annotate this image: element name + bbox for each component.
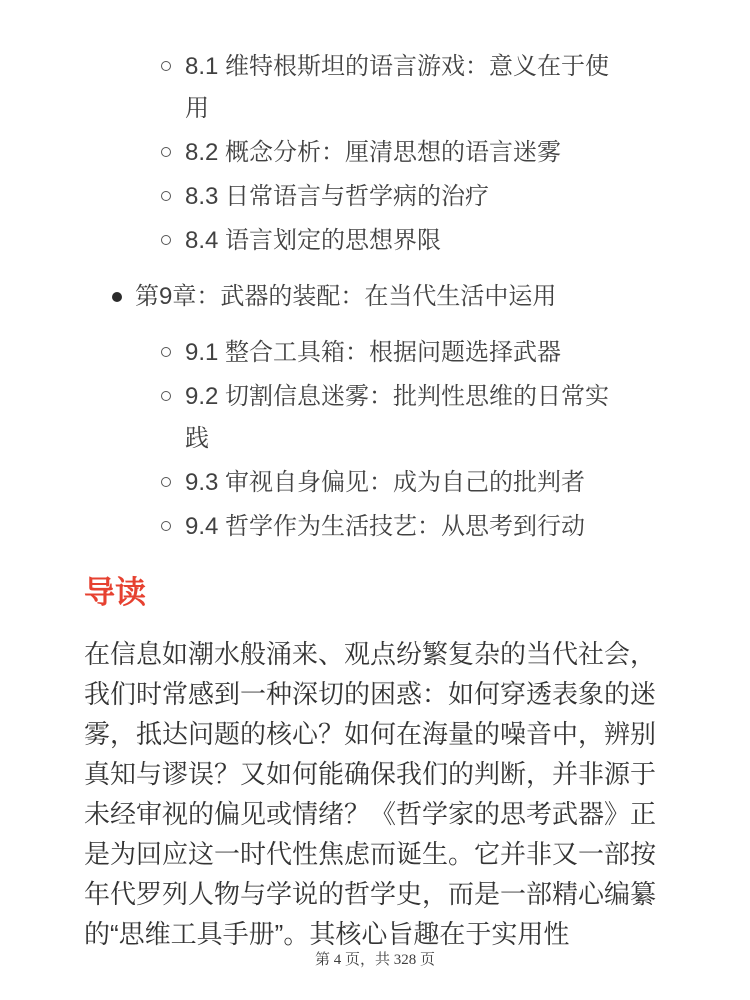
bullet-circle-icon [161,391,171,401]
bullet-circle-icon [161,347,171,357]
page-indicator: 第 4 页，共 328 页 [314,952,435,968]
intro-paragraph: 在信息如潮水般涌来、观点纷繁复杂的当代社会，我们时常感到一种深切的困惑：如何穿透表象的迷雾，抵达问题的核心？如何在海量的噪音中，辨别真知与谬误？又如何能确保我们的判断，并非源于未经审视的偏见或情绪？《哲学家的思考武器》正是为回应这一时代性焦虑而诞生。它并非又一部按年代罗列人物与学说的哲学史，而是一部精心编纂的“思维工具手册”。其核心旨趣在于实用性 [84,639,657,949]
bullet-circle-icon [161,235,171,245]
bullet-circle-icon [161,147,171,157]
bullet-circle-icon [161,61,171,71]
toc-item [0,176,750,218]
toc-item [0,220,750,262]
table-of-contents [0,46,750,548]
toc-item [0,46,750,130]
toc-item-label: 9.4 哲学作为生活技艺：从思考到行动 [185,513,586,540]
bullet-circle-icon [161,191,171,201]
toc-item [0,276,750,318]
toc-item-label: 8.2 概念分析：厘清思想的语言迷雾 [185,139,562,166]
toc-item-label: 9.3 审视自身偏见：成为自己的批判者 [185,469,586,496]
toc-item-label: 8.3 日常语言与哲学病的治疗 [185,183,490,210]
toc-item [0,132,750,174]
toc-item-label: 8.4 语言划定的思想界限 [185,227,442,254]
bullet-circle-icon [161,477,171,487]
toc-item-label: 8.1 维特根斯坦的语言游戏：意义在于使用 [185,53,610,122]
toc-item [0,376,750,460]
section-heading: 导读 [84,575,146,610]
toc-item [0,506,750,548]
toc-item-label: 第9章：武器的装配：在当代生活中运用 [135,283,557,310]
bullet-circle-icon [161,521,171,531]
toc-item [0,462,750,504]
toc-item-label: 9.2 切割信息迷雾：批判性思维的日常实践 [185,383,610,452]
toc-item-label: 9.1 整合工具箱：根据问题选择武器 [185,339,562,366]
bullet-filled-icon [112,292,122,302]
toc-item [0,332,750,374]
